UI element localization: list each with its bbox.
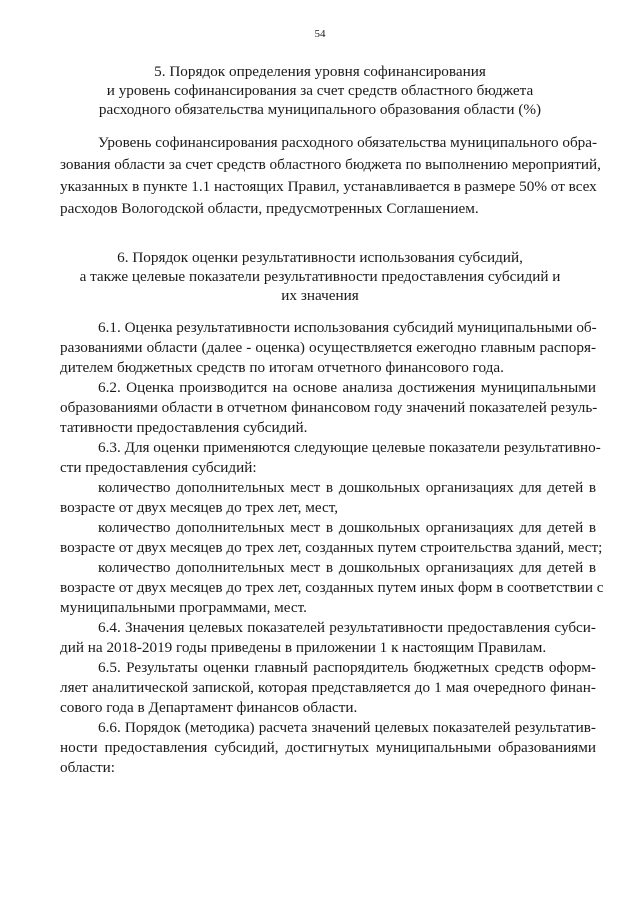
section6-title-line-1: 6. Порядок оценки результативности использования субсидий, [117,249,523,266]
page-number: 54 [314,28,326,40]
section6-line-2: разованиями области (далее - оценка) осуществляется ежегодно главным распоря- [60,339,596,356]
section6-line-16: 6.4. Значения целевых показателей результативности предоставления субси- [98,619,596,636]
section6-line-10: возрасте от двух месяцев до трех лет, мест, [60,499,339,516]
section6-line-1: 6.1. Оценка результативности использования субсидий муниципальными об- [98,319,597,336]
section6-line-6: тативности предоставления субсидий. [60,419,308,436]
section5-title-line-2: и уровень софинансирования за счет средств областного бюджета [106,82,534,99]
section6-line-9: количество дополнительных мест в дошкольных организациях для детей в [98,479,596,496]
section6-line-14: возрасте от двух месяцев до трех лет, созданных путем иных форм в соответствии с [60,579,604,596]
section6-line-3: дителем бюджетных средств по итогам отчетного финансового года. [60,359,504,376]
section6-line-7: 6.3. Для оценки применяются следующие целевые показатели результативно- [98,439,601,456]
section6-line-13: количество дополнительных мест в дошкольных организациях для детей в [98,559,596,576]
section5-title-line-3: расходного обязательства муниципального образования области (%) [98,101,542,118]
section6-line-17: дий на 2018-2019 годы приведены в приложении 1 к настоящим Правилам. [60,639,547,656]
section5-paragraph-line-3: указанных в пункте 1.1 настоящих Правил, устанавливается в размере 50% от всех [60,178,597,195]
section6-line-12: возрасте от двух месяцев до трех лет, созданных путем строительства зданий, мест; [60,539,603,556]
section6-line-18: 6.5. Результаты оценки главный распорядитель бюджетных средств оформ- [98,659,596,676]
section6-line-5: образованиями области в отчетном финансовом году значений показателей резуль- [60,399,598,416]
section5-title-line-1: 5. Порядок определения уровня софинансирования [154,63,486,80]
section6-line-4: 6.2. Оценка производится на основе анализа достижения муниципальными [98,379,596,396]
section6-line-19: ляет аналитической запиской, которая представляется до 1 мая очередного финан- [60,679,596,696]
section5-paragraph-line-4: расходов Вологодской области, предусмотренных Соглашением. [60,200,479,217]
section6-title-line-3: их значения [281,287,359,304]
section6-line-23: области: [60,759,115,776]
section6-line-8: сти предоставления субсидий: [60,459,257,476]
section6-line-20: сового года в Департамент финансов области. [60,699,358,716]
section6-title-line-2: а также целевые показатели результативности предоставления субсидий и [79,268,561,285]
section6-line-11: количество дополнительных мест в дошкольных организациях для детей в [98,519,596,536]
section6-line-15: муниципальными программами, мест. [60,599,307,616]
section5-paragraph-line-2: зования области за счет средств областного бюджета по выполнению мероприятий, [60,156,601,173]
section6-line-21: 6.6. Порядок (методика) расчета значений целевых показателей результатив- [98,719,596,736]
section6-line-22: ности предоставления субсидий, достигнутых муниципальными образованиями [60,739,596,756]
section5-paragraph-line-1: Уровень софинансирования расходного обязательства муниципального обра- [98,134,598,151]
